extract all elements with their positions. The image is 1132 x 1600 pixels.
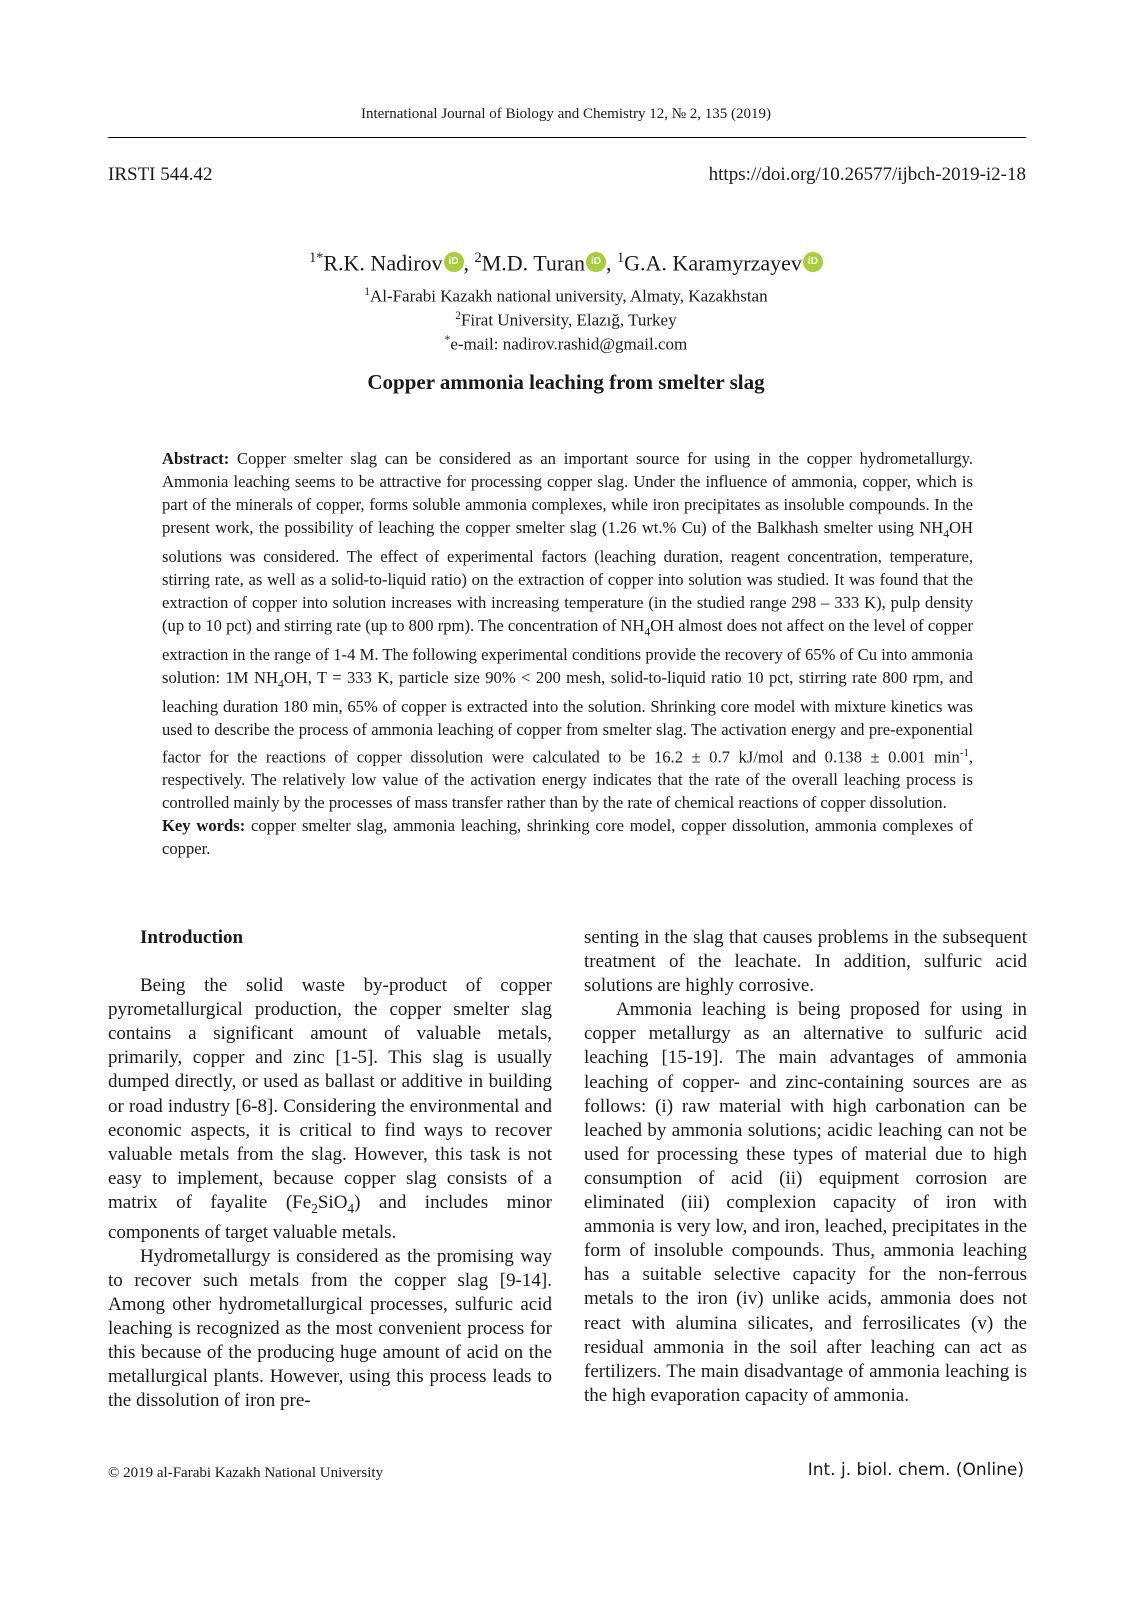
paragraph: Hydrometallurgy is considered as the promising way to recover such metals from the copper slag [9-14]. Among other hydrometallurgical processes, sulfuric acid leaching is recognized as the most convenient process for this because of the producing huge amount of acid on the metallurgical plants. However, using this process leads to the dissolution of iron pre-	[108, 1245, 552, 1412]
body-column-right	[584, 926, 1027, 1408]
orcid-icon[interactable]: iD	[803, 252, 823, 272]
author-name: M.D. Turan	[481, 250, 585, 276]
copyright: © 2019 al-Farabi Kazakh National University	[108, 1465, 384, 1481]
doi-link[interactable]: https://doi.org/10.26577/ijbch-2019-i2-18	[708, 164, 1026, 185]
author-name: G.A. Karamyrzayev	[624, 250, 802, 276]
keywords: Key words: copper smelter slag, ammonia leaching, shrinking core model, copper dissolution, ammonia complexes of copper.	[162, 816, 973, 858]
orcid-icon[interactable]: iD	[444, 252, 464, 272]
header-rule	[108, 137, 1026, 138]
paragraph: senting in the slag that causes problems in the subsequent treatment of the leachate. In addition, sulfuric acid solutions are highly corrosive.	[584, 927, 1027, 997]
affiliation-email: *e-mail: nadirov.rashid@gmail.com	[444, 334, 688, 354]
author-list: $^{1*}$R.K. Nadirov iD , $^2$M.D. Turan iD , $^1$G.A. Karamyrzayev iD	[0, 250, 1132, 276]
affiliation-2: $^2$Firat University, Elazığ, Turkey	[455, 310, 677, 330]
paragraph: Ammonia leaching is being proposed for using in copper metallurgy as an alternative to sulfuric acid leaching [15-19]. The main advantages of ammonia leaching of copper- and zinc-containing sources are as follows: (i) raw material with high carbonation can be leached by ammonia solutions; acidic leaching can not be used for processing these types of material due to high consumption of acid (ii) equipment corrosion are eliminated (iii) complexion capacity of iron with ammonia is very low, and iron, leached, precipitates in the form of insoluble compounds. Thus, ammonia leaching has a suitable selective capacity for the non-ferrous metals to the iron (iv) unlike acids, ammonia does not react with alumina silicates, and ferrosilicates (v) the residual ammonia in the soil after leaching can act as fertilizers. The main disadvantage of ammonia leaching is the high evaporation capacity of ammonia.	[584, 999, 1028, 1406]
paragraph: Being the solid waste by-product of copper pyrometallurgical production, the copper smelter slag contains a significant amount of valuable metals, primarily, copper and zinc [1-5]. This slag is usually dumped directly, or used as ballast or additive in building or road industry [6-8]. Considering the environmental and economic aspects, it is critical to find ways to recover valuable metals from the slag. However, this task is not easy to implement, because copper slag consists of a matrix of fayalite $(Fe_2SiO_4)$ and includes minor components of target valuable metals.	[108, 975, 553, 1243]
body-column-left	[108, 926, 552, 1414]
journal-short-title: Int. j. biol. chem. (Online)	[807, 1460, 1024, 1480]
author-name: R.K. Nadirov	[323, 250, 443, 276]
paper-title: Copper ammonia leaching from smelter slag	[367, 370, 765, 394]
section-heading: Introduction	[140, 927, 244, 948]
irsti-code: IRSTI 544.42	[108, 164, 213, 185]
abstract	[162, 448, 973, 861]
orcid-icon[interactable]: iD	[586, 252, 606, 272]
affiliation-1: $^1$Al-Farabi Kazakh national university, Almaty, Kazakhstan	[364, 286, 768, 306]
abstract-text: Abstract: Copper smelter slag can be considered as an important source for using in the copper hydrometallurgy. Ammonia leaching seems to be attractive for processing copper slag. Under the influence of ammonia, copper, which is part of the minerals of copper, forms soluble ammonia complexes, while iron precipitates as insoluble compounds. In the present work, the possibility of leaching the copper smelter slag (1.26 wt.% Cu) of the Balkhash smelter using $NH_4OH$ solutions was considered. The effect of experimental factors (leaching duration, reagent concentration, temperature, stirring rate, as well as a solid-to-liquid ratio) on the extraction of copper into solution was studied. It was found that the extraction of copper into solution increases with increasing temperature (in the studied range 298 – 333 K), pulp density (up to 10 pct) and stirring rate (up to 800 rpm). The concentration of $NH_4OH$ almost does not affect on the level of copper extraction in the range of 1-4 M. The following experimental conditions provide the recovery of 65% of Cu into ammonia solution: 1M $NH_4OH$, T = 333 K, particle size 90% < 200 mesh, solid-to-liquid ratio 10 pct, stirring rate 800 rpm, and leaching duration 180 min, 65% of copper is extracted into the solution. Shrinking core model with mixture kinetics was used to describe the process of ammonia leaching of copper from smelter slag. The activation energy and pre-exponential factor for the reactions of copper dissolution were calculated to be 16.2 ± 0.7 kJ/mol and 0.138 ± 0.001 $\min^{-1}$, respectively. The relatively low value of the activation energy indicates that the rate of the overall leaching process is controlled mainly by the processes of mass transfer rather than by the rate of chemical reactions of copper dissolution.	[162, 449, 973, 813]
journal-header: International Journal of Biology and Chemistry 12, № 2, 135 (2019)	[360, 106, 772, 122]
